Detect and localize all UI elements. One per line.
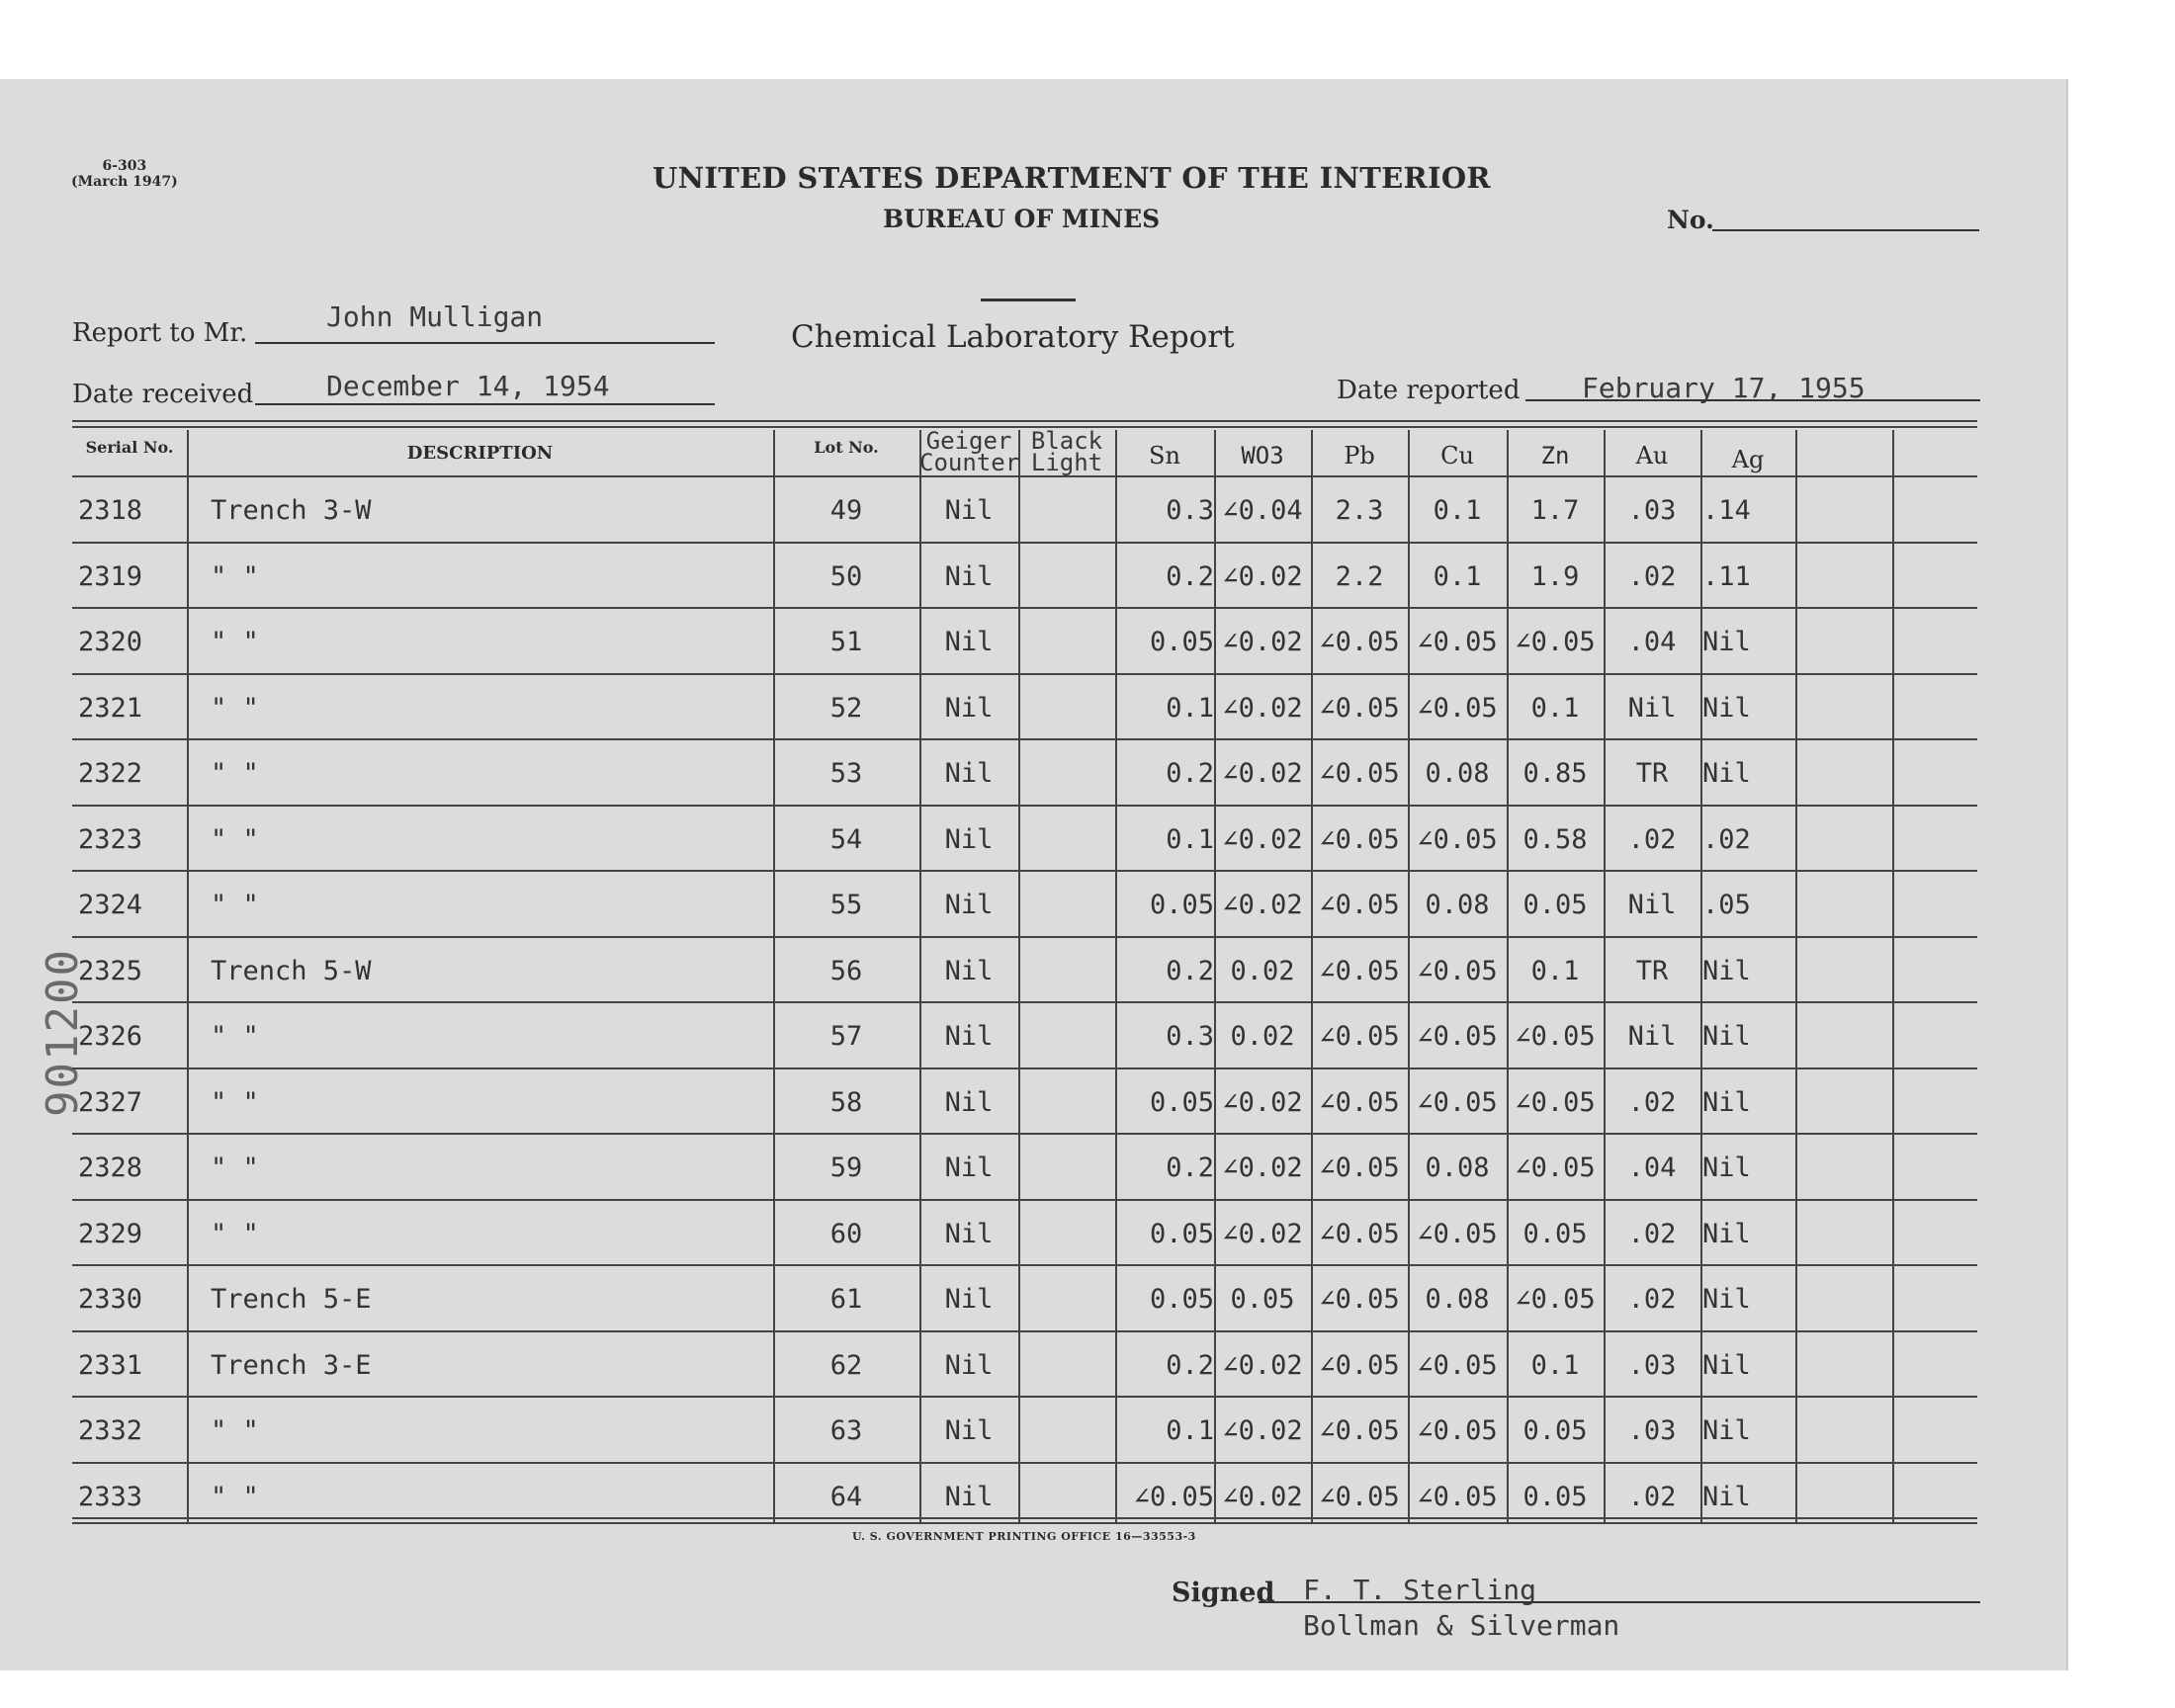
date-received-value: December 14, 1954	[326, 370, 610, 402]
cell-pb: ∠0.05	[1319, 1481, 1400, 1512]
cell-au: .02	[1627, 1218, 1677, 1249]
cell-zn: ∠0.05	[1515, 627, 1596, 657]
cell-description: " "	[211, 823, 259, 855]
cell-wo3: 0.05	[1230, 1284, 1295, 1315]
cell-zn: 0.85	[1522, 758, 1588, 789]
header-bottom-rule	[72, 475, 1977, 477]
cell-sn: 0.3	[1166, 495, 1214, 526]
cell-zn: 0.1	[1530, 955, 1580, 986]
cell-description: " "	[211, 1481, 259, 1512]
cell-cu: 0.1	[1433, 495, 1482, 526]
cell-serial: 2320	[78, 627, 143, 657]
cell-geiger: Nil	[944, 1218, 994, 1249]
cell-description: Trench 5-E	[211, 1284, 372, 1315]
signer-firm: Bollman & Silverman	[1303, 1609, 1620, 1642]
date-reported-value: February 17, 1955	[1582, 372, 1866, 404]
table-top-rule-2	[72, 426, 1977, 428]
cell-cu: 0.08	[1425, 1284, 1490, 1315]
cell-lot: 63	[829, 1415, 863, 1446]
cell-zn: ∠0.05	[1515, 1086, 1596, 1118]
cell-geiger: Nil	[944, 692, 994, 724]
table-top-rule	[72, 420, 1977, 422]
header-au: Au	[1635, 442, 1669, 470]
cell-ag: Nil	[1702, 1415, 1751, 1446]
cell-cu: ∠0.05	[1417, 1349, 1498, 1381]
cell-wo3: ∠0.02	[1222, 627, 1303, 657]
header-sn: Sn	[1149, 442, 1180, 470]
cell-zn: 1.9	[1530, 560, 1580, 592]
cell-serial: 2331	[78, 1349, 143, 1381]
cell-cu: ∠0.05	[1417, 1086, 1498, 1118]
cell-description: " "	[211, 1021, 259, 1052]
cell-serial: 2321	[78, 692, 143, 724]
printing-office-note: U. S. GOVERNMENT PRINTING OFFICE 16—33553-3	[852, 1530, 1196, 1543]
cell-serial: 2323	[78, 823, 143, 855]
row-rule	[72, 936, 1977, 938]
cell-au: .03	[1627, 1415, 1677, 1446]
cell-au: .04	[1627, 1153, 1677, 1183]
cell-geiger: Nil	[944, 1153, 994, 1183]
cell-wo3: ∠0.02	[1222, 1086, 1303, 1118]
form-number	[71, 158, 178, 190]
cell-wo3: ∠0.02	[1222, 1153, 1303, 1183]
results-table	[72, 420, 1977, 1522]
cell-ag: .14	[1702, 495, 1751, 526]
header-zn: Zn	[1540, 442, 1570, 470]
row-rule	[72, 870, 1977, 872]
cell-zn: 0.58	[1522, 823, 1588, 855]
cell-pb: ∠0.05	[1319, 1218, 1400, 1249]
header-pb: Pb	[1344, 442, 1375, 470]
cell-ag: Nil	[1702, 627, 1751, 657]
cell-wo3: ∠0.02	[1222, 1218, 1303, 1249]
cell-zn: 0.1	[1530, 1349, 1580, 1381]
cell-serial: 2318	[78, 495, 143, 526]
cell-sn: 0.2	[1166, 758, 1214, 789]
col-divider	[1892, 430, 1894, 1522]
cell-sn: ∠0.05	[1133, 1481, 1214, 1512]
cell-au: .02	[1627, 1284, 1677, 1315]
cell-wo3: ∠0.02	[1222, 890, 1303, 920]
row-rule	[72, 1133, 1977, 1135]
cell-pb: ∠0.05	[1319, 1415, 1400, 1446]
cell-serial: 2333	[78, 1481, 143, 1512]
signed-label: Signed	[1172, 1578, 1275, 1608]
cell-serial: 2322	[78, 758, 143, 789]
table-bottom-rule	[72, 1517, 1977, 1519]
cell-wo3: ∠0.04	[1222, 495, 1303, 526]
cell-lot: 59	[829, 1153, 863, 1183]
date-received-line	[255, 403, 715, 405]
header-ag: Ag	[1731, 446, 1765, 473]
col-divider	[1795, 430, 1797, 1522]
cell-zn: 0.05	[1522, 1218, 1588, 1249]
cell-cu: 0.08	[1425, 758, 1490, 789]
cell-description: " "	[211, 890, 259, 920]
header-lot-no: Lot No.	[814, 438, 879, 457]
cell-wo3: ∠0.02	[1222, 823, 1303, 855]
cell-pb: ∠0.05	[1319, 890, 1400, 920]
cell-au: .02	[1627, 1481, 1677, 1512]
cell-ag: Nil	[1702, 1349, 1751, 1381]
cell-sn: 0.3	[1166, 1021, 1214, 1052]
header-black-light: Black Light	[1030, 427, 1103, 476]
cell-serial: 2319	[78, 560, 143, 592]
cell-description: Trench 3-W	[211, 495, 372, 526]
cell-description: " "	[211, 1218, 259, 1249]
cell-geiger: Nil	[944, 1284, 994, 1315]
cell-zn: ∠0.05	[1515, 1284, 1596, 1315]
cell-ag: .05	[1702, 890, 1751, 920]
cell-geiger: Nil	[944, 823, 994, 855]
table-bottom-rule-2	[72, 1522, 1977, 1524]
report-number-label: No.	[1667, 206, 1714, 234]
cell-sn: 0.1	[1166, 823, 1214, 855]
cell-lot: 49	[829, 495, 863, 526]
cell-zn: 1.7	[1530, 495, 1580, 526]
cell-pb: ∠0.05	[1319, 758, 1400, 789]
form-number-date: (March 1947)	[71, 174, 178, 190]
signer-name: F. T. Sterling	[1303, 1574, 1537, 1606]
cell-description: Trench 3-E	[211, 1349, 372, 1381]
cell-zn: 0.05	[1522, 1415, 1588, 1446]
cell-sn: 0.2	[1166, 1153, 1214, 1183]
cell-ag: Nil	[1702, 1481, 1751, 1512]
row-rule	[72, 1264, 1977, 1266]
cell-sn: 0.2	[1166, 560, 1214, 592]
cell-lot: 55	[829, 890, 863, 920]
cell-zn: ∠0.05	[1515, 1153, 1596, 1183]
cell-serial: 2328	[78, 1153, 143, 1183]
cell-au: .03	[1627, 495, 1677, 526]
cell-cu: ∠0.05	[1417, 1481, 1498, 1512]
cell-lot: 57	[829, 1021, 863, 1052]
row-rule	[72, 738, 1977, 740]
cell-pb: 2.3	[1335, 495, 1384, 526]
cell-description: " "	[211, 627, 259, 657]
cell-geiger: Nil	[944, 1021, 994, 1052]
cell-au: Nil	[1627, 1021, 1677, 1052]
row-rule	[72, 542, 1977, 544]
cell-sn: 0.2	[1166, 1349, 1214, 1381]
col-divider	[1018, 430, 1020, 1522]
cell-lot: 61	[829, 1284, 863, 1315]
cell-wo3: 0.02	[1230, 1021, 1295, 1052]
cell-sn: 0.1	[1166, 1415, 1214, 1446]
cell-wo3: ∠0.02	[1222, 1481, 1303, 1512]
report-number-line	[1712, 229, 1979, 231]
cell-serial: 2325	[78, 955, 143, 986]
cell-lot: 53	[829, 758, 863, 789]
cell-description: " "	[211, 1415, 259, 1446]
cell-lot: 56	[829, 955, 863, 986]
cell-description: " "	[211, 1086, 259, 1118]
cell-geiger: Nil	[944, 1349, 994, 1381]
cell-au: .04	[1627, 627, 1677, 657]
header-serial-no: Serial No.	[85, 438, 174, 457]
row-rule	[72, 1068, 1977, 1069]
cell-wo3: 0.02	[1230, 955, 1295, 986]
cell-pb: ∠0.05	[1319, 823, 1400, 855]
cell-sn: 0.2	[1166, 955, 1214, 986]
cell-sn: 0.05	[1149, 1086, 1214, 1118]
date-reported-label: Date reported	[1337, 376, 1521, 405]
cell-pb: ∠0.05	[1319, 692, 1400, 724]
cell-sn: 0.05	[1149, 1218, 1214, 1249]
row-rule	[72, 805, 1977, 807]
cell-geiger: Nil	[944, 495, 994, 526]
report-title: Chemical Laboratory Report	[791, 319, 1235, 355]
cell-wo3: ∠0.02	[1222, 560, 1303, 592]
cell-zn: 0.05	[1522, 1481, 1588, 1512]
cell-pb: ∠0.05	[1319, 1021, 1400, 1052]
cell-cu: ∠0.05	[1417, 823, 1498, 855]
cell-sn: 0.05	[1149, 1284, 1214, 1315]
cell-description: " "	[211, 1153, 259, 1183]
cell-ag: .11	[1702, 560, 1751, 592]
cell-pb: ∠0.05	[1319, 1284, 1400, 1315]
cell-description: " "	[211, 692, 259, 724]
cell-cu: 0.08	[1425, 1153, 1490, 1183]
row-rule	[72, 1001, 1977, 1003]
cell-cu: ∠0.05	[1417, 692, 1498, 724]
title-rule	[981, 299, 1076, 301]
row-rule	[72, 1199, 1977, 1201]
cell-lot: 64	[829, 1481, 863, 1512]
cell-cu: ∠0.05	[1417, 627, 1498, 657]
header-wo3: WO3	[1241, 442, 1284, 470]
header-geiger-counter: Geiger Counter	[919, 427, 1020, 476]
col-divider	[187, 430, 189, 1522]
cell-au: TR	[1635, 955, 1669, 986]
cell-lot: 50	[829, 560, 863, 592]
cell-serial: 2324	[78, 890, 143, 920]
cell-lot: 52	[829, 692, 863, 724]
cell-pb: ∠0.05	[1319, 1153, 1400, 1183]
cell-au: .02	[1627, 560, 1677, 592]
cell-lot: 62	[829, 1349, 863, 1381]
cell-geiger: Nil	[944, 1481, 994, 1512]
header-cu: Cu	[1440, 442, 1474, 470]
cell-ag: Nil	[1702, 1086, 1751, 1118]
cell-ag: Nil	[1702, 1153, 1751, 1183]
cell-description: " "	[211, 560, 259, 592]
cell-serial: 2329	[78, 1218, 143, 1249]
cell-zn: ∠0.05	[1515, 1021, 1596, 1052]
cell-geiger: Nil	[944, 890, 994, 920]
cell-description: " "	[211, 758, 259, 789]
cell-serial: 2332	[78, 1415, 143, 1446]
cell-au: Nil	[1627, 890, 1677, 920]
cell-zn: 0.05	[1522, 890, 1588, 920]
cell-ag: Nil	[1702, 758, 1751, 789]
cell-ag: Nil	[1702, 955, 1751, 986]
cell-pb: ∠0.05	[1319, 955, 1400, 986]
cell-serial: 2327	[78, 1086, 143, 1118]
cell-wo3: ∠0.02	[1222, 758, 1303, 789]
row-rule	[72, 1396, 1977, 1398]
form-number-code: 6-303	[102, 158, 147, 174]
report-to-line	[255, 342, 715, 344]
cell-pb: ∠0.05	[1319, 1349, 1400, 1381]
cell-wo3: ∠0.02	[1222, 1415, 1303, 1446]
cell-ag: Nil	[1702, 692, 1751, 724]
cell-au: .02	[1627, 1086, 1677, 1118]
cell-cu: 0.08	[1425, 890, 1490, 920]
row-rule	[72, 1330, 1977, 1332]
cell-pb: ∠0.05	[1319, 627, 1400, 657]
row-rule	[72, 1462, 1977, 1464]
cell-pb: ∠0.05	[1319, 1086, 1400, 1118]
cell-pb: 2.2	[1335, 560, 1384, 592]
report-to-value: John Mulligan	[326, 300, 544, 333]
cell-geiger: Nil	[944, 1415, 994, 1446]
cell-geiger: Nil	[944, 955, 994, 986]
cell-serial: 2330	[78, 1284, 143, 1315]
cell-ag: .02	[1702, 823, 1751, 855]
cell-sn: 0.05	[1149, 627, 1214, 657]
cell-sn: 0.05	[1149, 890, 1214, 920]
cell-lot: 60	[829, 1218, 863, 1249]
bureau-heading: BUREAU OF MINES	[883, 205, 1161, 233]
cell-cu: ∠0.05	[1417, 1218, 1498, 1249]
cell-geiger: Nil	[944, 758, 994, 789]
cell-geiger: Nil	[944, 560, 994, 592]
cell-geiger: Nil	[944, 1086, 994, 1118]
report-to-label: Report to Mr.	[72, 318, 248, 348]
cell-wo3: ∠0.02	[1222, 1349, 1303, 1381]
cell-cu: ∠0.05	[1417, 1021, 1498, 1052]
cell-ag: Nil	[1702, 1284, 1751, 1315]
cell-lot: 54	[829, 823, 863, 855]
cell-geiger: Nil	[944, 627, 994, 657]
cell-ag: Nil	[1702, 1218, 1751, 1249]
cell-au: Nil	[1627, 692, 1677, 724]
cell-au: .03	[1627, 1349, 1677, 1381]
cell-lot: 51	[829, 627, 863, 657]
cell-zn: 0.1	[1530, 692, 1580, 724]
cell-serial: 2326	[78, 1021, 143, 1052]
cell-description: Trench 5-W	[211, 955, 372, 986]
cell-au: .02	[1627, 823, 1677, 855]
cell-cu: 0.1	[1433, 560, 1482, 592]
cell-cu: ∠0.05	[1417, 955, 1498, 986]
cell-ag: Nil	[1702, 1021, 1751, 1052]
row-rule	[72, 673, 1977, 675]
header-description: DESCRIPTION	[406, 443, 554, 464]
row-rule	[72, 607, 1977, 609]
department-heading: UNITED STATES DEPARTMENT OF THE INTERIOR	[652, 161, 1491, 195]
cell-wo3: ∠0.02	[1222, 692, 1303, 724]
cell-au: TR	[1635, 758, 1669, 789]
cell-cu: ∠0.05	[1417, 1415, 1498, 1446]
date-received-label: Date received	[72, 380, 254, 409]
archive-stamp: 901200	[38, 948, 88, 1117]
cell-sn: 0.1	[1166, 692, 1214, 724]
cell-lot: 58	[829, 1086, 863, 1118]
